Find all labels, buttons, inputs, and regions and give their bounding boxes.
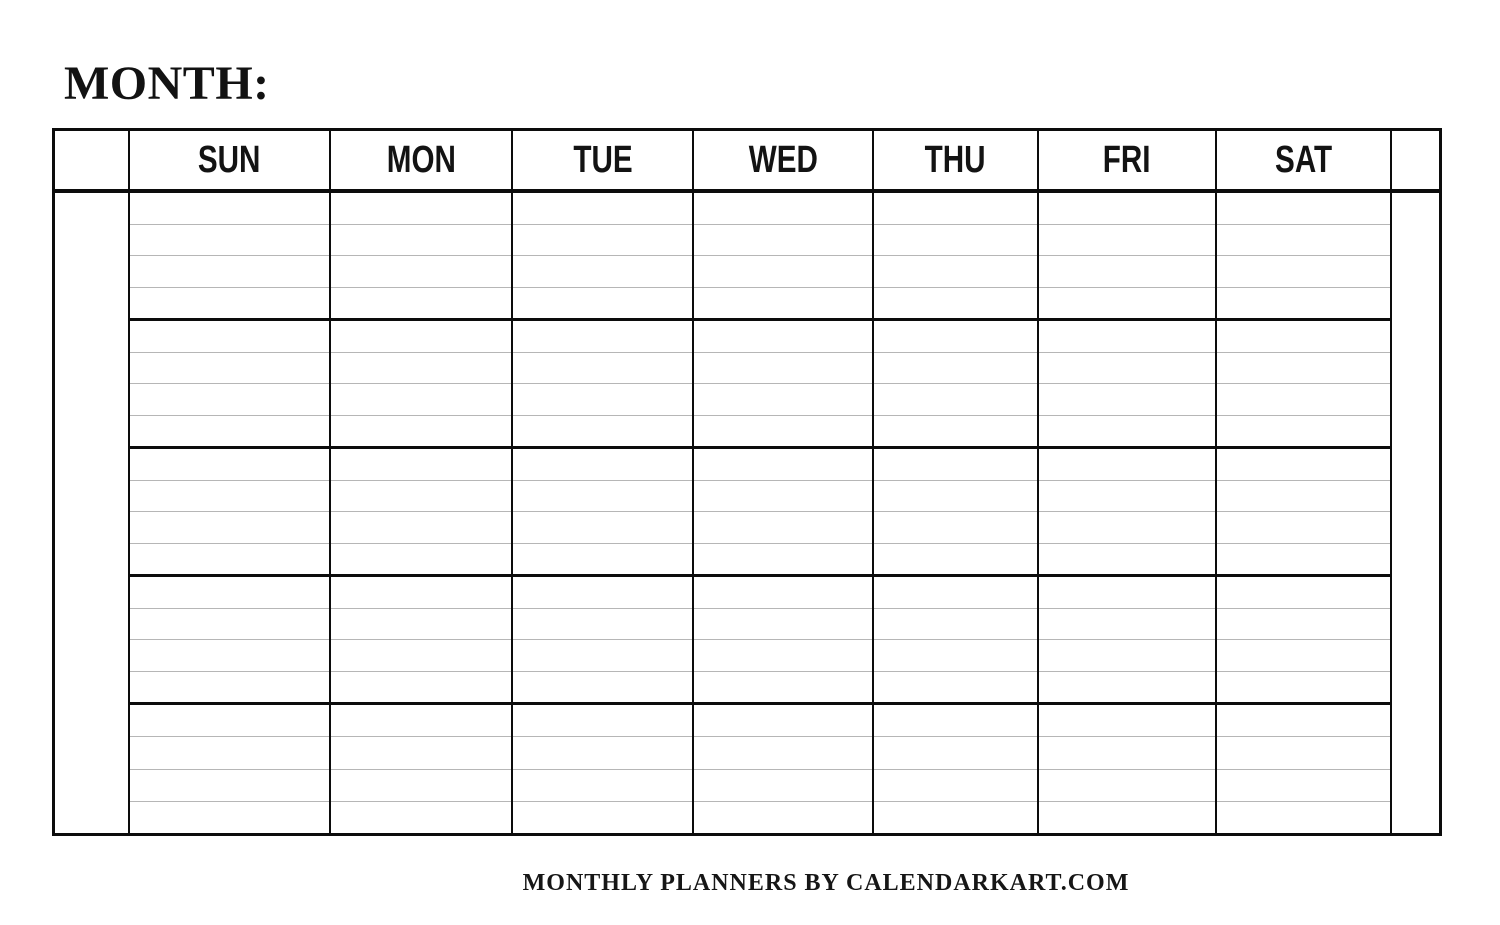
- ruled-line-slot: [1039, 770, 1215, 802]
- ruled-line-slot: [694, 609, 872, 641]
- ruled-line-slot: [130, 544, 329, 575]
- ruled-line-slot: [1217, 416, 1390, 447]
- ruled-line-slot: [874, 449, 1037, 481]
- day-cell: [130, 577, 331, 705]
- ruled-line-slot: [1039, 737, 1215, 769]
- ruled-line-slot: [513, 640, 692, 672]
- day-cell: [1039, 577, 1217, 705]
- ruled-line-slot: [874, 256, 1037, 288]
- ruled-line-slot: [130, 225, 329, 257]
- ruled-line-slot: [513, 672, 692, 703]
- ruled-line-slot: [513, 256, 692, 288]
- ruled-line-slot: [513, 609, 692, 641]
- header-cell-sun: [130, 131, 331, 193]
- ruled-line-slot: [1039, 321, 1215, 353]
- ruled-line-slot: [130, 449, 329, 481]
- ruled-line-slot: [513, 481, 692, 513]
- ruled-line-slot: [874, 705, 1037, 737]
- ruled-line-slot: [874, 512, 1037, 544]
- day-cell: [513, 577, 694, 705]
- day-cell: [331, 705, 513, 833]
- day-cell: [130, 321, 331, 449]
- day-header-label: WED: [748, 138, 818, 181]
- ruled-line-slot: [331, 288, 511, 319]
- ruled-line-slot: [874, 737, 1037, 769]
- ruled-line-slot: [1217, 577, 1390, 609]
- ruled-line-slot: [1039, 353, 1215, 385]
- ruled-line-slot: [1217, 193, 1390, 225]
- ruled-line-slot: [694, 321, 872, 353]
- header-cell-empty-left: [55, 131, 130, 193]
- ruled-line-slot: [130, 384, 329, 416]
- day-cell: [694, 449, 874, 577]
- header-cell-thu: [874, 131, 1039, 193]
- ruled-line-slot: [513, 705, 692, 737]
- ruled-line-slot: [130, 193, 329, 225]
- left-margin-cell: [55, 193, 130, 833]
- day-cell: [694, 577, 874, 705]
- header-cell-wed: [694, 131, 874, 193]
- header-cell-fri: [1039, 131, 1217, 193]
- ruled-line-slot: [1217, 802, 1390, 833]
- ruled-line-slot: [874, 416, 1037, 447]
- ruled-line-slot: [1039, 512, 1215, 544]
- day-cell: [694, 705, 874, 833]
- ruled-line-slot: [1217, 609, 1390, 641]
- day-cell: [130, 193, 331, 321]
- day-cell: [331, 577, 513, 705]
- day-header-label: THU: [925, 138, 986, 181]
- header-cell-sat: [1217, 131, 1392, 193]
- ruled-line-slot: [331, 321, 511, 353]
- day-cell: [130, 449, 331, 577]
- ruled-line-slot: [1039, 193, 1215, 225]
- ruled-line-slot: [331, 577, 511, 609]
- ruled-line-slot: [130, 416, 329, 447]
- ruled-line-slot: [1217, 672, 1390, 703]
- ruled-line-slot: [331, 384, 511, 416]
- day-cell: [694, 193, 874, 321]
- ruled-line-slot: [694, 640, 872, 672]
- ruled-line-slot: [694, 193, 872, 225]
- day-cell: [874, 193, 1039, 321]
- ruled-line-slot: [513, 416, 692, 447]
- ruled-line-slot: [1039, 802, 1215, 833]
- day-cell: [874, 577, 1039, 705]
- ruled-line-slot: [874, 609, 1037, 641]
- ruled-line-slot: [1217, 481, 1390, 513]
- ruled-line-slot: [130, 705, 329, 737]
- day-cell: [1217, 577, 1392, 705]
- day-cell: [130, 705, 331, 833]
- day-cell: [513, 705, 694, 833]
- day-cell: [1217, 321, 1392, 449]
- ruled-line-slot: [1039, 481, 1215, 513]
- ruled-line-slot: [694, 672, 872, 703]
- ruled-line-slot: [1039, 288, 1215, 319]
- ruled-line-slot: [331, 544, 511, 575]
- ruled-line-slot: [130, 672, 329, 703]
- ruled-line-slot: [694, 481, 872, 513]
- ruled-line-slot: [331, 640, 511, 672]
- day-header-label: TUE: [572, 138, 633, 181]
- ruled-line-slot: [513, 512, 692, 544]
- ruled-line-slot: [1217, 449, 1390, 481]
- ruled-line-slot: [513, 577, 692, 609]
- ruled-line-slot: [694, 256, 872, 288]
- ruled-line-slot: [1039, 449, 1215, 481]
- ruled-line-slot: [694, 770, 872, 802]
- day-cell: [331, 193, 513, 321]
- ruled-line-slot: [1039, 640, 1215, 672]
- ruled-line-slot: [874, 225, 1037, 257]
- ruled-line-slot: [130, 802, 329, 833]
- ruled-line-slot: [874, 288, 1037, 319]
- ruled-line-slot: [1217, 384, 1390, 416]
- ruled-line-slot: [874, 481, 1037, 513]
- ruled-line-slot: [1217, 770, 1390, 802]
- day-header-label: SAT: [1274, 138, 1333, 181]
- day-cell: [513, 321, 694, 449]
- day-cell: [1217, 193, 1392, 321]
- ruled-line-slot: [874, 544, 1037, 575]
- ruled-line-slot: [331, 353, 511, 385]
- ruled-line-slot: [513, 737, 692, 769]
- ruled-line-slot: [331, 416, 511, 447]
- ruled-line-slot: [513, 802, 692, 833]
- day-cell: [874, 449, 1039, 577]
- ruled-line-slot: [694, 225, 872, 257]
- ruled-line-slot: [130, 481, 329, 513]
- header-cell-tue: [513, 131, 694, 193]
- ruled-line-slot: [1039, 544, 1215, 575]
- ruled-line-slot: [331, 609, 511, 641]
- ruled-line-slot: [130, 321, 329, 353]
- ruled-line-slot: [1039, 672, 1215, 703]
- ruled-line-slot: [130, 609, 329, 641]
- ruled-line-slot: [130, 353, 329, 385]
- day-cell: [694, 321, 874, 449]
- monthly-calendar-table: [52, 128, 1442, 836]
- ruled-line-slot: [1217, 705, 1390, 737]
- ruled-line-slot: [874, 577, 1037, 609]
- ruled-line-slot: [1217, 640, 1390, 672]
- ruled-line-slot: [874, 353, 1037, 385]
- day-header-label: FRI: [1103, 138, 1151, 181]
- ruled-line-slot: [1217, 321, 1390, 353]
- day-header-label: SUN: [198, 138, 261, 181]
- ruled-line-slot: [694, 384, 872, 416]
- ruled-line-slot: [694, 737, 872, 769]
- header-cell-empty-right: [1392, 131, 1439, 193]
- day-cell: [1039, 321, 1217, 449]
- ruled-line-slot: [1039, 577, 1215, 609]
- ruled-line-slot: [694, 512, 872, 544]
- day-cell: [513, 193, 694, 321]
- ruled-line-slot: [331, 225, 511, 257]
- day-header-label: MON: [386, 138, 456, 181]
- ruled-line-slot: [694, 705, 872, 737]
- ruled-line-slot: [331, 256, 511, 288]
- ruled-line-slot: [513, 225, 692, 257]
- ruled-line-slot: [130, 640, 329, 672]
- header-cell-mon: [331, 131, 513, 193]
- ruled-line-slot: [874, 640, 1037, 672]
- day-cell: [331, 321, 513, 449]
- day-cell: [1039, 705, 1217, 833]
- ruled-line-slot: [694, 416, 872, 447]
- ruled-line-slot: [513, 449, 692, 481]
- ruled-line-slot: [1217, 737, 1390, 769]
- ruled-line-slot: [331, 481, 511, 513]
- ruled-line-slot: [694, 577, 872, 609]
- ruled-line-slot: [874, 672, 1037, 703]
- day-cell: [1039, 193, 1217, 321]
- ruled-line-slot: [1217, 353, 1390, 385]
- ruled-line-slot: [130, 770, 329, 802]
- ruled-line-slot: [694, 802, 872, 833]
- ruled-line-slot: [331, 737, 511, 769]
- ruled-line-slot: [130, 288, 329, 319]
- ruled-line-slot: [331, 705, 511, 737]
- ruled-line-slot: [694, 353, 872, 385]
- day-cell: [331, 449, 513, 577]
- ruled-line-slot: [1039, 705, 1215, 737]
- ruled-line-slot: [331, 770, 511, 802]
- ruled-line-slot: [1039, 225, 1215, 257]
- ruled-line-slot: [1217, 288, 1390, 319]
- ruled-line-slot: [513, 353, 692, 385]
- ruled-line-slot: [874, 321, 1037, 353]
- ruled-line-slot: [694, 449, 872, 481]
- ruled-line-slot: [694, 288, 872, 319]
- ruled-line-slot: [1217, 512, 1390, 544]
- ruled-line-slot: [874, 193, 1037, 225]
- ruled-line-slot: [331, 802, 511, 833]
- ruled-line-slot: [513, 288, 692, 319]
- ruled-line-slot: [1039, 384, 1215, 416]
- ruled-line-slot: [130, 577, 329, 609]
- page-title: MONTH:: [64, 57, 270, 110]
- ruled-line-slot: [130, 737, 329, 769]
- ruled-line-slot: [513, 544, 692, 575]
- footer-credit: MONTHLY PLANNERS BY CALENDARKART.COM: [522, 870, 1130, 896]
- day-cell: [1217, 449, 1392, 577]
- ruled-line-slot: [513, 321, 692, 353]
- ruled-line-slot: [1039, 416, 1215, 447]
- day-cell: [874, 321, 1039, 449]
- right-margin-cell: [1392, 193, 1439, 833]
- ruled-line-slot: [1039, 609, 1215, 641]
- ruled-line-slot: [331, 672, 511, 703]
- ruled-line-slot: [1217, 256, 1390, 288]
- day-cell: [1217, 705, 1392, 833]
- ruled-line-slot: [1039, 256, 1215, 288]
- ruled-line-slot: [1217, 225, 1390, 257]
- ruled-line-slot: [130, 512, 329, 544]
- ruled-line-slot: [513, 193, 692, 225]
- ruled-line-slot: [874, 384, 1037, 416]
- ruled-line-slot: [694, 544, 872, 575]
- ruled-line-slot: [331, 193, 511, 225]
- day-cell: [513, 449, 694, 577]
- ruled-line-slot: [513, 770, 692, 802]
- ruled-line-slot: [331, 449, 511, 481]
- ruled-line-slot: [513, 384, 692, 416]
- day-cell: [1039, 449, 1217, 577]
- ruled-line-slot: [130, 256, 329, 288]
- ruled-line-slot: [331, 512, 511, 544]
- ruled-line-slot: [1217, 544, 1390, 575]
- day-cell: [874, 705, 1039, 833]
- ruled-line-slot: [874, 802, 1037, 833]
- ruled-line-slot: [874, 770, 1037, 802]
